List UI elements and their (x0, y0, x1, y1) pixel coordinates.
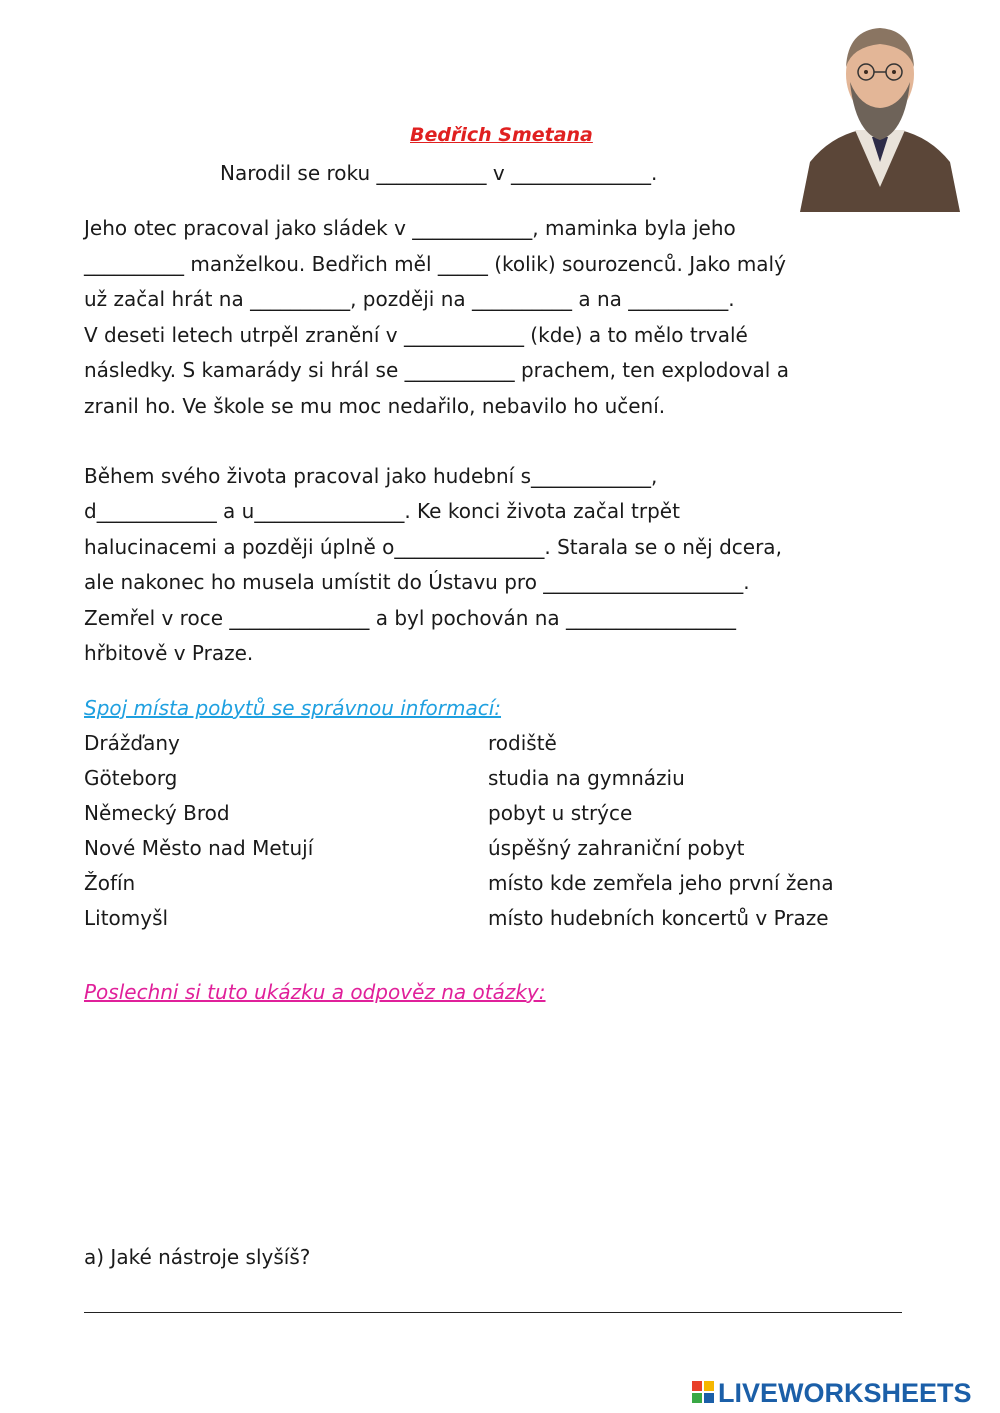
paragraph1-line-5: následky. S kamarády si hrál se ___________ prachem, ten explodoval a (84, 358, 789, 382)
paragraph2-line-1: Během svého života pracoval jako hudební s____________, (84, 464, 658, 488)
paragraph1-line-4: V deseti letech utrpěl zranění v ____________ (kde) a to mělo trvalé (84, 323, 748, 347)
match-place-3[interactable]: Německý Brod (84, 801, 230, 825)
match-place-1[interactable]: Drážďany (84, 731, 180, 755)
matching-heading: Spoj místa pobytů se správnou informací: (84, 696, 502, 720)
match-info-3[interactable]: pobyt u strýce (488, 801, 633, 825)
match-info-2[interactable]: studia na gymnáziu (488, 766, 685, 790)
match-place-4[interactable]: Nové Město nad Metují (84, 836, 314, 860)
paragraph1-line-2: __________ manželkou. Bedřich měl _____ (kolik) sourozenců. Jako malý (84, 252, 786, 276)
match-info-6[interactable]: místo hudebních koncertů v Praze (488, 906, 829, 930)
match-info-1[interactable]: rodiště (488, 731, 557, 755)
listening-heading: Poslechni si tuto ukázku a odpověz na otázky: (84, 980, 546, 1004)
paragraph1-line-6: zranil ho. Ve škole se mu moc nedařilo, nebavilo ho učení. (84, 394, 666, 418)
liveworksheets-logo (692, 1378, 972, 1408)
match-info-5[interactable]: místo kde zemřela jeho první žena (488, 871, 834, 895)
intro-line: Narodil se roku ___________ v ______________. (220, 161, 658, 185)
logo-text: LIVEWORKSHEETS (718, 1377, 972, 1408)
match-info-4[interactable]: úspěšný zahraniční pobyt (488, 836, 745, 860)
match-place-6[interactable]: Litomyšl (84, 906, 169, 930)
question-a: a) Jaké nástroje slyšíš? (84, 1245, 311, 1269)
paragraph2-line-6: hřbitově v Praze. (84, 641, 254, 665)
match-place-5[interactable]: Žofín (84, 871, 136, 895)
paragraph2-line-3: halucinacemi a později úplně o_______________. Starala se o něj dcera, (84, 535, 782, 559)
paragraph2-line-5: Zemřel v roce ______________ a byl pochován na _________________ (84, 606, 737, 630)
paragraph1-line-3: už začal hrát na __________, později na __________ a na __________. (84, 287, 735, 311)
paragraph1-line-1: Jeho otec pracoval jako sládek v ____________, maminka byla jeho (84, 216, 736, 240)
composer-portrait-icon (800, 12, 960, 212)
answer-line[interactable] (84, 1312, 902, 1313)
match-place-2[interactable]: Göteborg (84, 766, 178, 790)
paragraph2-line-4: ale nakonec ho musela umístit do Ústavu pro ____________________. (84, 570, 750, 594)
paragraph2-line-2: d____________ a u_______________. Ke konci života začal trpět (84, 499, 680, 523)
page-title: Bedřich Smetana (410, 124, 593, 146)
liveworksheets-logo-icon (692, 1381, 716, 1405)
